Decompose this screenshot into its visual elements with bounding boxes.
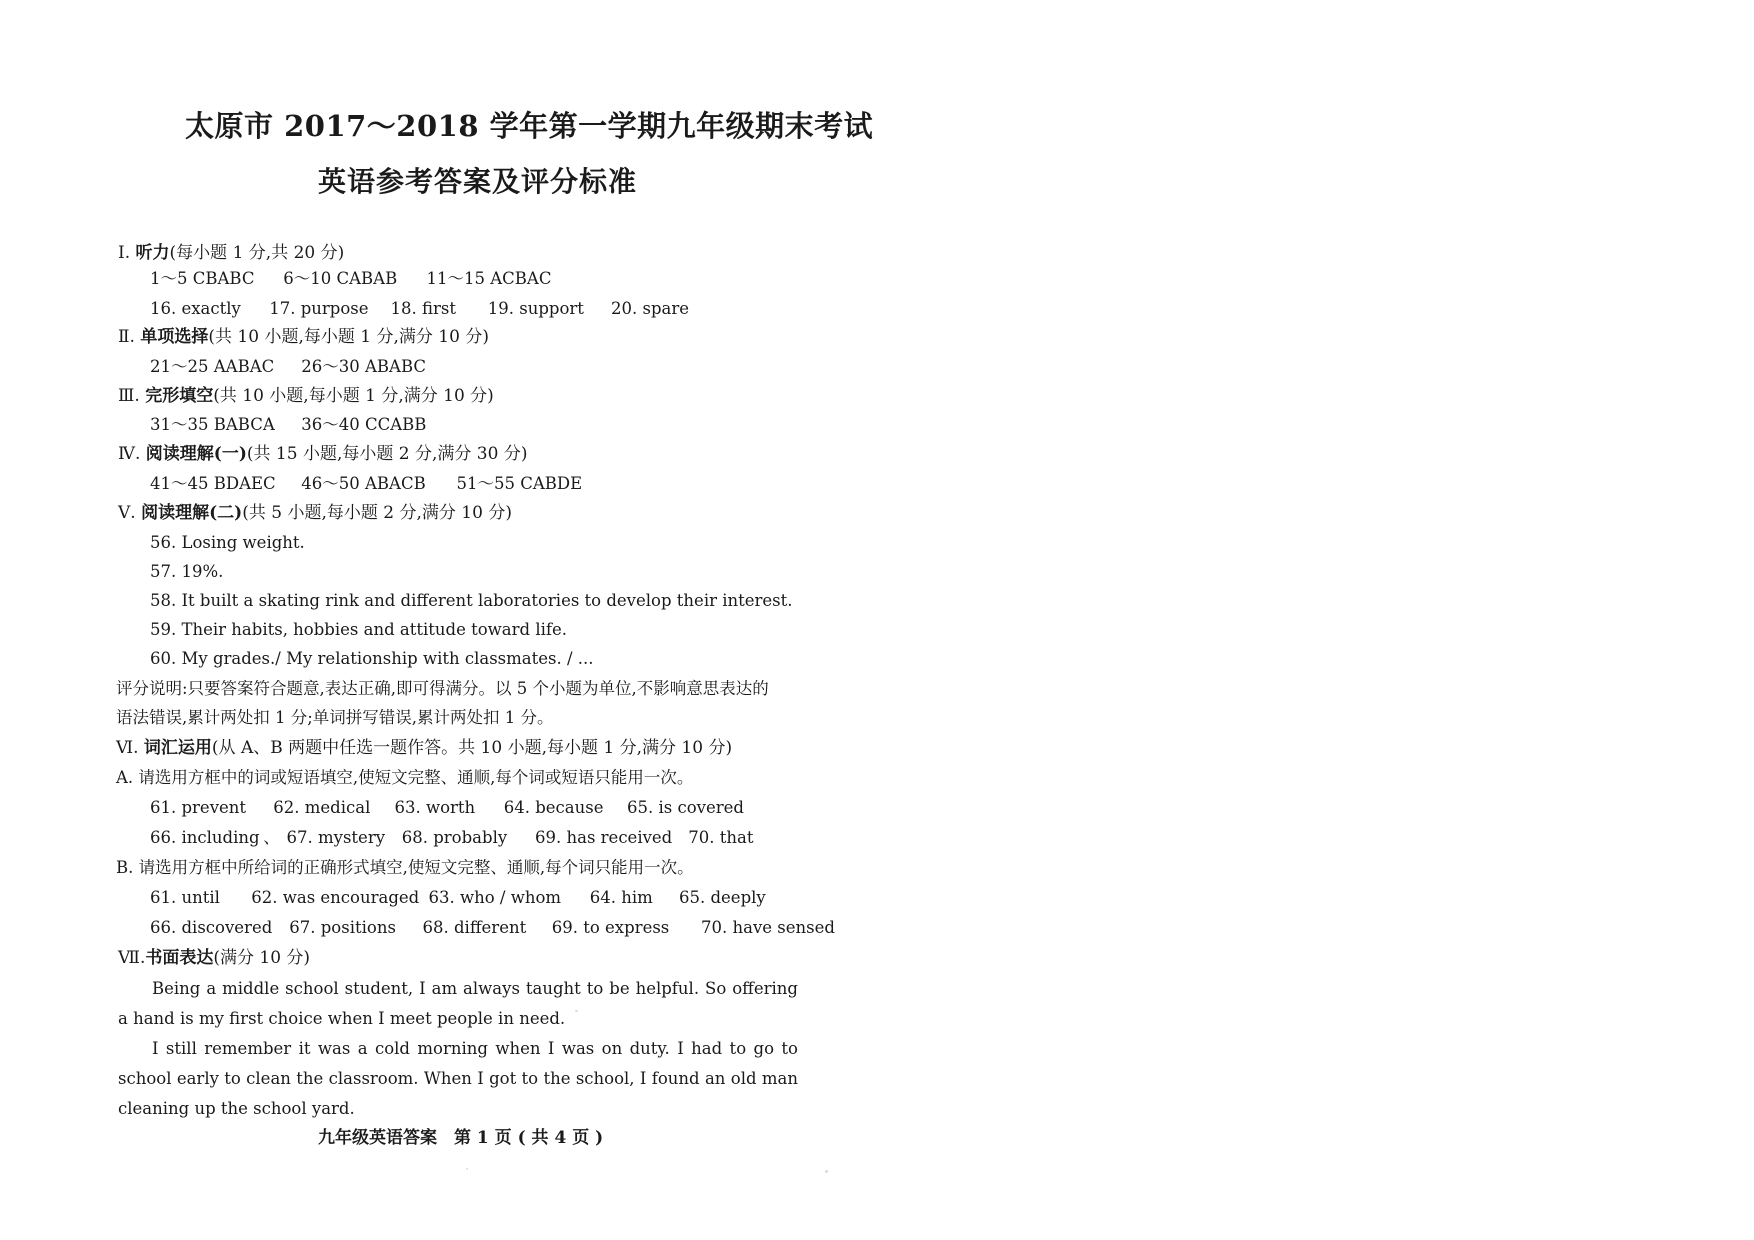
- section-name: 阅读理解(一): [145, 444, 247, 464]
- section-name: 书面表达: [145, 948, 214, 968]
- answer-item: 62. medical: [273, 798, 371, 817]
- section-numeral: Ⅱ.: [118, 327, 135, 347]
- scan-speck: [575, 1010, 578, 1012]
- answer-item: 65. is covered: [627, 798, 744, 817]
- sample-essay-paragraph-2: I still remember it was a cold morning when I was on duty. I had to go to school early to clean the classroom. When I got to the school, I found an old man cleaning up the school yard.: [118, 1039, 798, 1118]
- answer-item: 62. was encouraged: [251, 888, 420, 907]
- answer-item: 18. first: [390, 299, 456, 318]
- part-a-row-1: [150, 797, 744, 819]
- section-1-heading: [118, 242, 344, 264]
- scoring-note-line-1: 评分说明:只要答案符合题意,表达正确,即可得满分。以 5 个小题为单位,不影响意思表达的: [116, 679, 769, 698]
- answer-item: 63. worth: [394, 798, 476, 817]
- part-a-instruction: A. 请选用方框中的词或短语填空,使短文完整、通顺,每个词或短语只能用一次。: [116, 768, 694, 787]
- section-name: 单项选择: [140, 327, 209, 347]
- short-answer: 56. Losing weight.: [150, 533, 305, 552]
- answer-item: 67. mystery: [286, 828, 386, 847]
- section-7-heading: [118, 947, 310, 969]
- answer-item: 19. support: [487, 299, 584, 318]
- section-1-row-2: [150, 298, 689, 320]
- section-note: (每小题 1 分,共 20 分): [169, 243, 345, 263]
- short-answer: 60. My grades./ My relationship with classmates. / ...: [150, 649, 594, 668]
- answer-item: 61. until: [150, 888, 220, 907]
- exam-subtitle: 英语参考答案及评分标准: [318, 165, 638, 198]
- answer-item: 17. purpose: [269, 299, 369, 318]
- answer-separator: 、: [263, 828, 280, 847]
- section-6-heading: [116, 737, 732, 759]
- answer-item: 36～40 CCABB: [301, 415, 427, 434]
- short-answer: 59. Their habits, hobbies and attitude toward life.: [150, 620, 567, 639]
- short-answer: 57. 19%.: [150, 562, 224, 581]
- sample-essay-paragraph-1: Being a middle school student, I am always taught to be helpful. So offering a hand is my first choice when I meet people in need.: [118, 979, 798, 1028]
- answer-item: 61. prevent: [150, 798, 247, 817]
- section-name: 词汇运用: [143, 738, 212, 758]
- section-4-row-1: [150, 473, 582, 495]
- section-note: (共 5 小题,每小题 2 分,满分 10 分): [242, 503, 512, 523]
- section-name: 阅读理解(二): [141, 503, 243, 523]
- answer-item: 69. has received: [535, 828, 673, 847]
- answer-item: 68. different: [422, 918, 527, 937]
- answer-item: 64. him: [589, 888, 653, 907]
- answer-item: 64. because: [503, 798, 604, 817]
- answer-item: 68. probably: [401, 828, 508, 847]
- answer-item: 31～35 BABCA: [150, 415, 275, 434]
- section-numeral: Ⅰ.: [118, 243, 131, 263]
- page-footer: 九年级英语答案 第 1 页 ( 共 4 页 ): [318, 1128, 604, 1148]
- section-note: (共 10 小题,每小题 1 分,满分 10 分): [208, 327, 489, 347]
- section-note: (从 A、B 两题中任选一题作答。共 10 小题,每小题 1 分,满分 10 分): [211, 738, 733, 758]
- section-4-heading: [118, 443, 527, 465]
- answer-item: 26～30 ABABC: [301, 357, 426, 376]
- answer-item: 16. exactly: [150, 299, 241, 318]
- answer-item: 6～10 CABAB: [283, 269, 398, 288]
- part-b-instruction: B. 请选用方框中所给词的正确形式填空,使短文完整、通顺,每个词只能用一次。: [116, 858, 694, 877]
- answer-item: 66. discovered: [150, 918, 273, 937]
- answer-item: 1～5 CBABC: [150, 269, 255, 288]
- answer-item: 21～25 AABAC: [150, 357, 275, 376]
- answer-item: 41～45 BDAEC: [150, 474, 276, 493]
- section-2-heading: [118, 326, 489, 348]
- section-numeral: Ⅲ.: [118, 386, 140, 406]
- answer-item: 46～50 ABACB: [301, 474, 426, 493]
- scan-speck: [466, 1168, 468, 1170]
- section-note: (共 15 小题,每小题 2 分,满分 30 分): [246, 444, 528, 464]
- section-1-row-1: [150, 268, 551, 290]
- scoring-note-line-2: 语法错误,累计两处扣 1 分;单词拼写错误,累计两处扣 1 分。: [116, 708, 554, 727]
- section-3-row-1: [150, 414, 426, 436]
- answer-item: 66. including: [150, 828, 260, 847]
- section-note: (满分 10 分): [213, 948, 311, 968]
- section-2-row-1: [150, 356, 426, 378]
- section-numeral: Ⅳ.: [118, 444, 141, 464]
- part-b-row-2: [150, 917, 835, 939]
- section-numeral: Ⅴ.: [118, 503, 136, 523]
- answer-item: 67. positions: [289, 918, 396, 937]
- answer-item: 63. who / whom: [428, 888, 562, 907]
- section-5-heading: [118, 502, 512, 524]
- section-3-heading: [118, 385, 494, 407]
- answer-item: 11～15 ACBAC: [426, 269, 552, 288]
- answer-item: 65. deeply: [679, 888, 766, 907]
- scan-speck: [825, 1170, 828, 1173]
- answer-item: 51～55 CABDE: [456, 474, 583, 493]
- section-numeral: Ⅶ.: [118, 948, 146, 968]
- answer-item: 70. that: [688, 828, 754, 847]
- part-b-row-1: [150, 887, 766, 909]
- answer-item: 70. have sensed: [701, 918, 835, 937]
- answer-item: 20. spare: [611, 299, 690, 318]
- section-name: 完形填空: [145, 386, 214, 406]
- exam-title: 太原市 2017～2018 学年第一学期九年级期末考试: [185, 109, 874, 143]
- answer-item: 69. to express: [551, 918, 670, 937]
- section-note: (共 10 小题,每小题 1 分,满分 10 分): [213, 386, 494, 406]
- part-a-row-2: [150, 827, 753, 849]
- short-answer: 58. It built a skating rink and different laboratories to develop their interest.: [150, 591, 793, 610]
- section-numeral: Ⅵ.: [116, 738, 139, 758]
- section-name: 听力: [135, 243, 170, 263]
